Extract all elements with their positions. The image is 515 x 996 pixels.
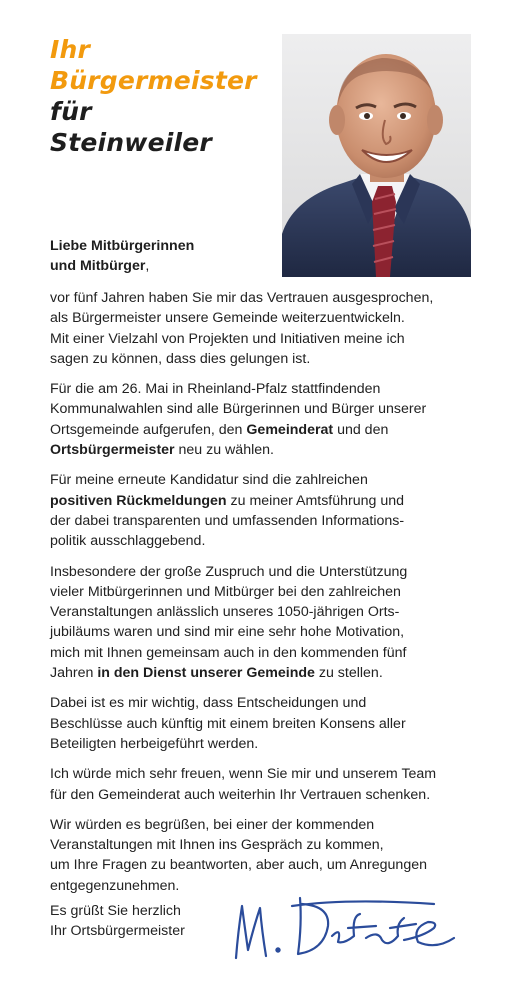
dienst-emphasis: in den Dienst unserer Gemeinde [97, 665, 315, 682]
title-line-4: Steinweiler [50, 128, 212, 157]
p2-line-2: Kommunalwahlen sind alle Bürgerinnen und Bürger unserer [50, 401, 427, 418]
closing [50, 901, 185, 941]
p4-line-3: Veranstaltungen anlässlich unseres 1050-jährigen Orts- [50, 604, 400, 621]
letter-body [50, 288, 490, 906]
salutation-line-1: Liebe Mitbürgerinnen [50, 238, 195, 254]
portrait-illustration [282, 34, 471, 277]
closing-line-2: Ihr Ortsbürgermeister [50, 923, 185, 939]
salutation-line-2: und Mitbürger [50, 258, 146, 274]
p3-line-4: politik ausschlaggebend. [50, 533, 206, 550]
p1-line-3: Mit einer Vielzahl von Projekten und Initiativen meine ich [50, 330, 405, 347]
p2-line-1: Für die am 26. Mai in Rheinland-Pfalz stattfindenden [50, 381, 381, 398]
p5-line-3: Beteiligten herbeigeführt werden. [50, 735, 259, 752]
paragraph-2 [50, 379, 490, 460]
page-title [50, 34, 257, 158]
p7-line-2: Veranstaltungen mit Ihnen ins Gespräch zu kommen, [50, 837, 384, 854]
rueckmeldungen-emphasis: positiven Rückmeldungen [50, 492, 227, 509]
p7-line-1: Wir würden es begrüßen, bei einer der kommenden [50, 816, 375, 833]
p6-line-2: für den Gemeinderat auch weiterhin Ihr Vertrauen schenken. [50, 786, 431, 803]
paragraph-5 [50, 693, 490, 754]
title-line-2: Bürgermeister [50, 66, 257, 95]
p3-line-3: der dabei transparenten und umfassenden Informations- [50, 512, 405, 529]
p5-line-1: Dabei ist es mir wichtig, dass Entscheidungen und [50, 695, 367, 712]
paragraph-3 [50, 470, 490, 551]
ortsbuergermeister-emphasis: Ortsbürgermeister [50, 442, 175, 459]
p1-line-1: vor fünf Jahren haben Sie mir das Vertrauen ausgesprochen, [50, 290, 434, 306]
portrait-photo [282, 34, 471, 277]
paragraph-7 [50, 815, 490, 896]
p3-line-1: Für meine erneute Kandidatur sind die zahlreichen [50, 472, 368, 489]
p7-line-4: entgegenzunehmen. [50, 877, 180, 894]
p4-line-2: vieler Mitbürgerinnen und Mitbürger bei den zahlreichen [50, 583, 401, 600]
p2-line-3c: und den [333, 421, 389, 438]
paragraph-1 [50, 288, 490, 369]
p4-line-6a: Jahren [50, 665, 98, 682]
gemeinderat-emphasis: Gemeinderat [246, 421, 334, 438]
p2-line-3a: Ortsgemeinde aufgerufen, den [50, 421, 247, 438]
p1-line-4: sagen zu können, dass dies gelungen ist. [50, 350, 311, 367]
title-line-1: Ihr [50, 35, 91, 64]
p2-line-4b: neu zu wählen. [174, 442, 274, 459]
p7-line-3: um Ihre Fragen zu beantworten, aber auch, um Anregungen [50, 857, 427, 874]
p5-line-2: Beschlüsse auch künftig mit einem breiten Konsens aller [50, 715, 406, 732]
p1-line-2: als Bürgermeister unsere Gemeinde weiterzuentwickeln. [50, 310, 405, 327]
paragraph-6 [50, 764, 490, 805]
title-line-3: für [50, 97, 92, 126]
p4-line-4: jubiläums waren und sind mir eine sehr hohe Motivation, [50, 624, 405, 641]
p4-line-5: mich mit Ihnen gemeinsam auch in den kommenden fünf [50, 644, 407, 661]
salutation [50, 236, 194, 276]
closing-line-1: Es grüßt Sie herzlich [50, 903, 181, 919]
p4-line-1: Insbesondere der große Zuspruch und die Unterstützung [50, 563, 408, 580]
handwritten-signature [228, 892, 460, 962]
paragraph-4 [50, 562, 490, 684]
p3-line-2b: zu meiner Amtsführung und [226, 492, 405, 509]
p6-line-1: Ich würde mich sehr freuen, wenn Sie mir und unserem Team [50, 766, 437, 783]
salutation-comma: , [145, 258, 150, 274]
p4-line-6c: zu stellen. [314, 665, 383, 682]
